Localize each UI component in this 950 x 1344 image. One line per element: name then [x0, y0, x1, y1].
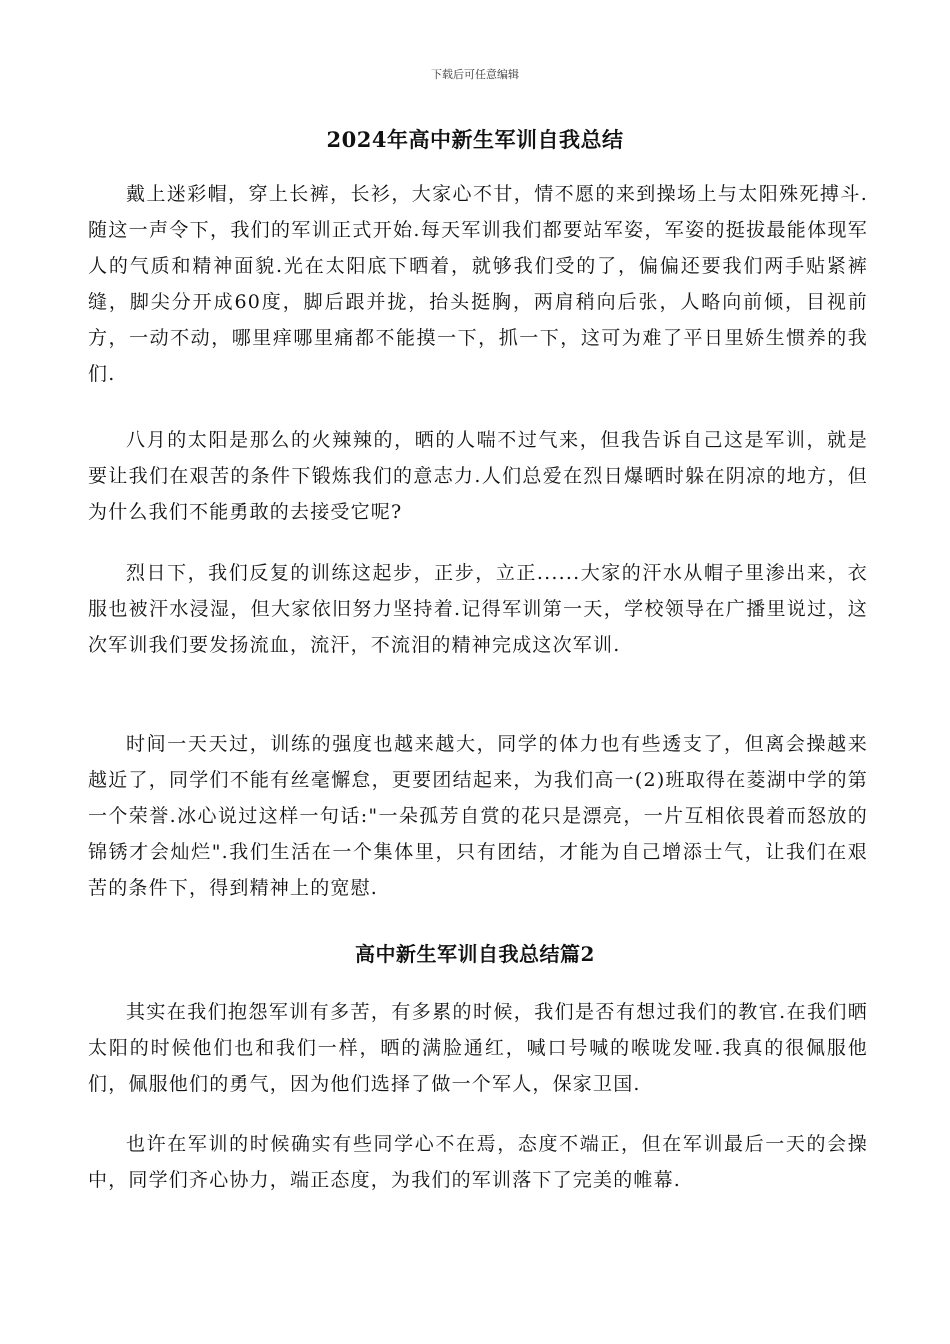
- paragraph-2: 八月的太阳是那么的火辣辣的，晒的人喘不过气来，但我告诉自己这是军训，就是要让我们在艰苦的条件下锻炼我们的意志力.人们总爱在烈日爆晒时躲在阴凉的地方，但为什么我们不能勇敢的去接受它呢?: [88, 429, 868, 523]
- paragraph-4: 时间一天天过，训练的强度也越来越大，同学的体力也有些透支了，但离会操越来越近了，同学们不能有丝毫懈怠，更要团结起来，为我们高一(2)班取得在菱湖中学的第一个荣誉.冰心说过这样一句话:"一朵孤芳自赏的花只是漂亮，一片互相依畏着而怒放的锦锈才会灿烂".我们生活在一个集体里，只有团结，才能为自己增添士气，让我们在艰苦的条件下，得到精神上的宽慰.: [88, 733, 868, 899]
- paragraph-3: 烈日下，我们反复的训练这起步，正步，立正......大家的汗水从帽子里渗出来，衣服也被汗水浸湿，但大家依旧努力坚持着.记得军训第一天，学校领导在广播里说过，这次军训我们要发扬流血，流汗，不流泪的精神完成这次军训.: [88, 562, 868, 656]
- paragraph-5: 其实在我们抱怨军训有多苦，有多累的时候，我们是否有想过我们的教官.在我们晒太阳的时候他们也和我们一样，晒的满脸通红，喊口号喊的喉咙发哑.我真的很佩服他们，佩服他们的勇气，因为他们选择了做一个军人，保家卫国.: [88, 1001, 868, 1095]
- section-heading: 高中新生军训自我总结篇2: [355, 942, 595, 966]
- document-title: 2024年高中新生军训自我总结: [326, 127, 624, 152]
- paragraph-6: 也许在军训的时候确实有些同学心不在焉，态度不端正，但在军训最后一天的会操中，同学们齐心协力，端正态度，为我们的军训落下了完美的帷幕.: [88, 1133, 868, 1191]
- paragraph-1: 戴上迷彩帽，穿上长裤，长衫，大家心不甘，情不愿的来到操场上与太阳殊死搏斗.随这一声令下，我们的军训正式开始.每天军训我们都要站军姿，军姿的挺拔最能体现军人的气质和精神面貌.光在太阳底下晒着，就够我们受的了，偏偏还要我们两手贴紧裤缝，脚尖分开成60度，脚后跟并拢，抬头挺胸，两肩稍向后张，人略向前倾，目视前方，一动不动，哪里痒哪里痛都不能摸一下，抓一下，这可为难了平日里娇生惯养的我们.: [88, 183, 868, 385]
- page-header-note: 下载后可任意编辑: [431, 68, 519, 81]
